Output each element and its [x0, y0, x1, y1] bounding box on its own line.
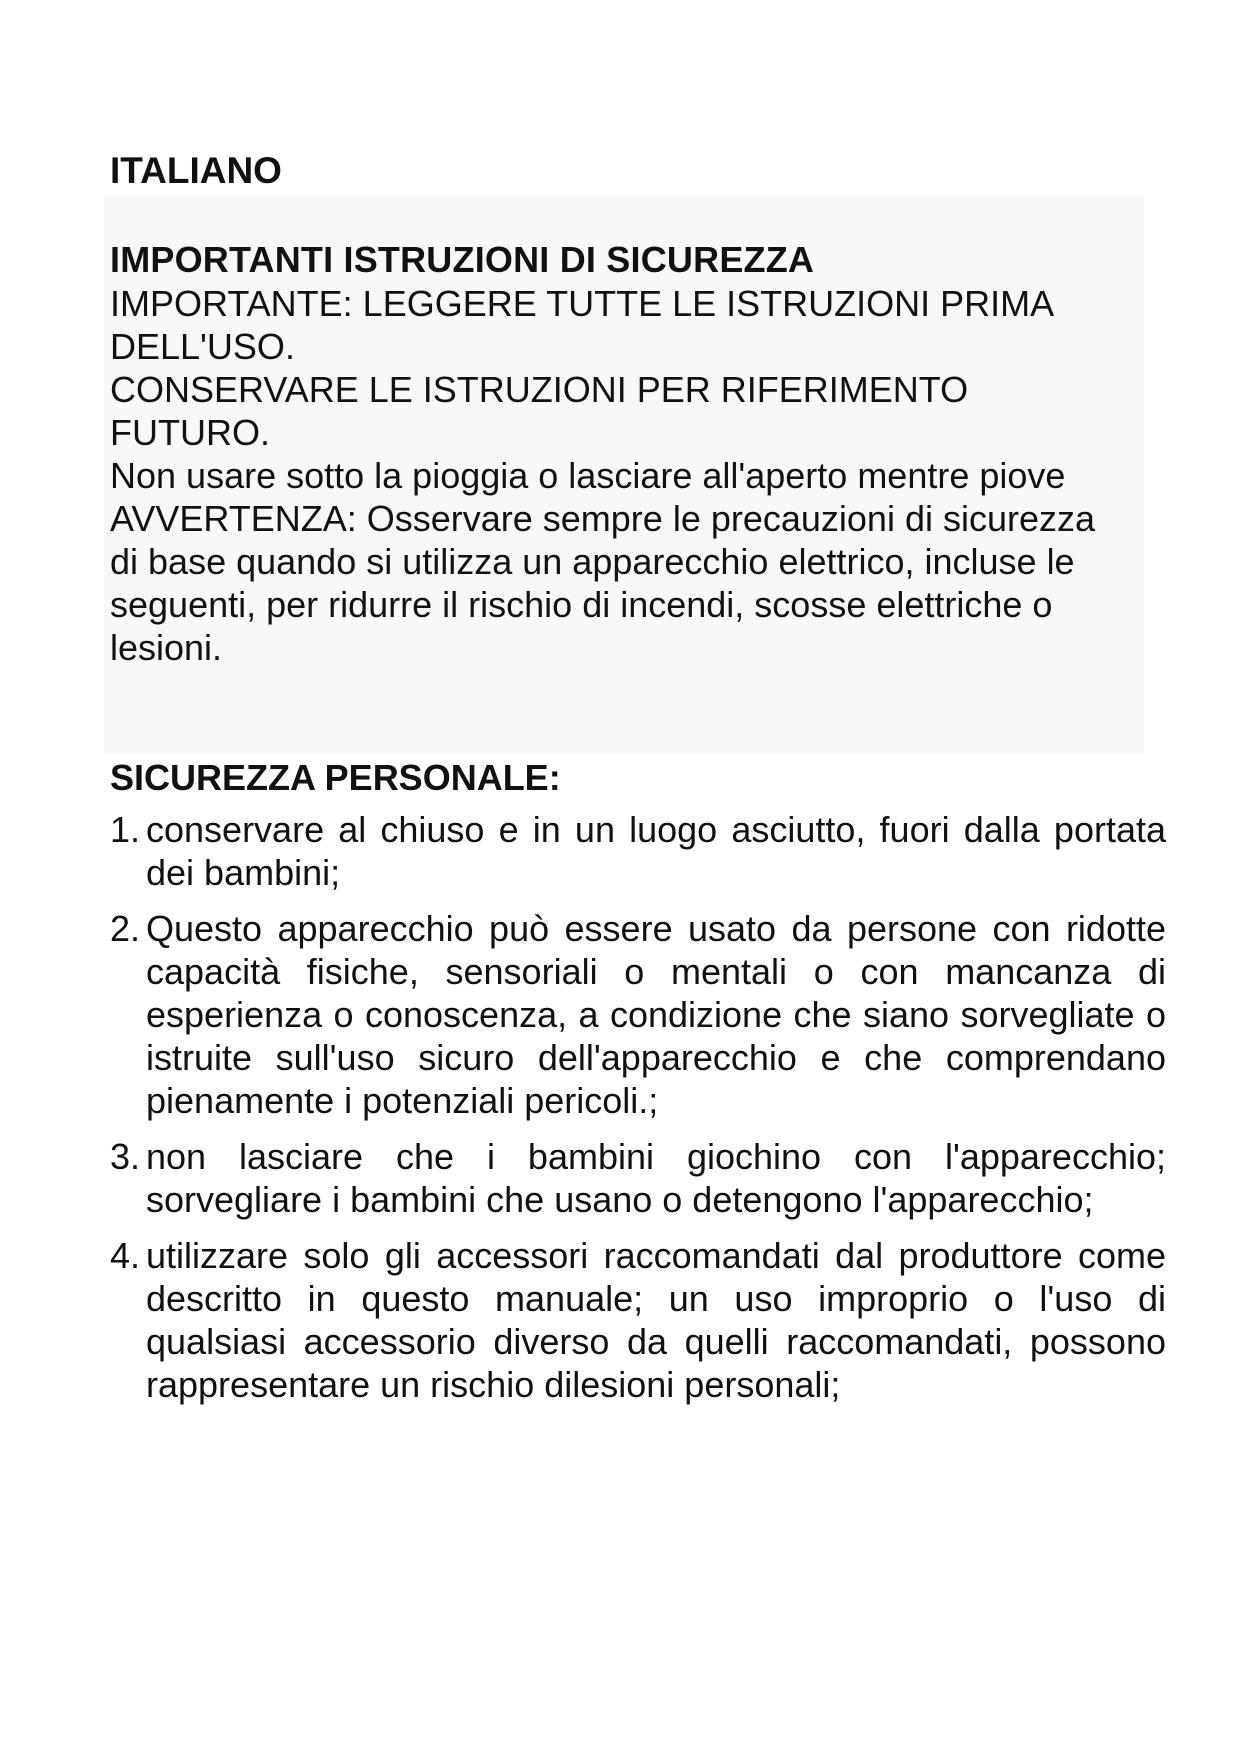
- warning-line-read-instructions: IMPORTANTE: LEGGERE TUTTE LE ISTRUZIONI PRIMA DELL'USO.: [110, 283, 1053, 367]
- list-item: [110, 1234, 1166, 1406]
- list-item: [110, 907, 1166, 1122]
- personal-safety-heading: SICUREZZA PERSONALE:: [110, 757, 561, 798]
- list-item-text: non lasciare che i bambini giochino con l'apparecchio; sorvegliare i bambini che usano o detengono l'apparecchio;: [146, 1136, 1166, 1220]
- list-item-text: Questo apparecchio può essere usato da persone con ridotte capacità fisiche, sensoriali o mentali o con mancanza di esperienza o conoscenza, a condizione che siano sorvegliate o istruite sull'uso sicuro dell'apparecchio e che comprendano pienamente i potenziali pericoli.;: [146, 908, 1166, 1121]
- list-item-number: 3.: [110, 1136, 141, 1177]
- list-item: [110, 1135, 1166, 1221]
- list-item-number: 4.: [110, 1235, 141, 1276]
- warning-line-precautions: AVVERTENZA: Osservare sempre le precauzioni di sicurezza di base quando si utilizza un apparecchio elettrico, incluse le seguenti, per ridurre il rischio di incendi, scosse elettriche o lesioni.: [110, 498, 1096, 668]
- list-item-text: utilizzare solo gli accessori raccomandati dal produttore come descritto in questo manuale; un uso improprio o l'uso di qualsiasi accessorio diverso da quelli raccomandati, possono rappresentare un rischio dilesioni personali;: [146, 1235, 1166, 1405]
- list-item-number: 1.: [110, 809, 141, 850]
- warning-line-keep-instructions: CONSERVARE LE ISTRUZIONI PER RIFERIMENTO FUTURO.: [110, 369, 969, 453]
- warning-text-block: [110, 282, 1110, 669]
- warning-line-rain: Non usare sotto la pioggia o lasciare all'aperto mentre piove: [110, 455, 1066, 496]
- list-item: [110, 808, 1166, 894]
- warning-heading: IMPORTANTI ISTRUZIONI DI SICUREZZA: [110, 239, 815, 280]
- personal-safety-list: [110, 808, 1166, 1419]
- list-item-text: conservare al chiuso e in un luogo asciutto, fuori dalla portata dei bambini;: [146, 809, 1166, 893]
- list-item-number: 2.: [110, 908, 141, 949]
- language-title: ITALIANO: [110, 150, 282, 191]
